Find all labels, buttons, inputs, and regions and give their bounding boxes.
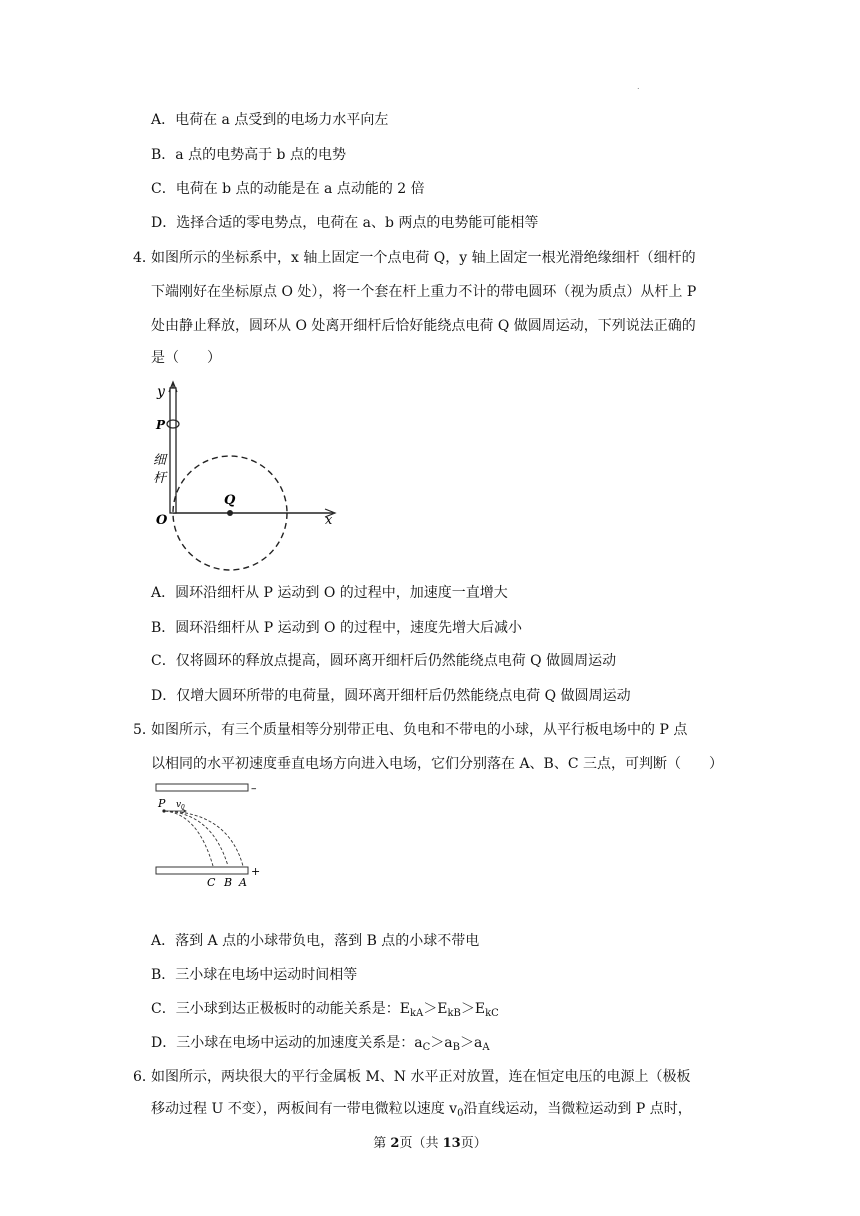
q4-label-y: y <box>157 384 165 400</box>
q3-option-a: A．电荷在 a 点受到的电场力水平向左 <box>151 112 389 128</box>
q6-stem-line-1: 如图所示，两块很大的平行金属板 M、N 水平正对放置，连在恒定电压的电源上（极板 <box>151 1069 691 1085</box>
q5-option-d-text: D．三小球在电场中运动的加速度关系是：a <box>151 1035 423 1051</box>
q4-stem-line-1: 如图所示的坐标系中，x 轴上固定一个点电荷 Q，y 轴上固定一根光滑绝缘细杆（细杆的 <box>151 250 696 266</box>
q5-option-c <box>151 999 499 1019</box>
q5-option-c-sub-3: kC <box>485 1008 499 1019</box>
page-footer <box>0 1132 860 1151</box>
q4-option-c: C．仅将圆环的释放点提高，圆环离开细杆后仍然能绕点电荷 Q 做圆周运动 <box>151 653 617 669</box>
q4-number: 4． <box>133 250 156 266</box>
q5-label-v-sub: 0 <box>181 804 185 811</box>
q4-rod <box>170 388 176 513</box>
q5-option-c-sub-2: kB <box>447 1008 461 1019</box>
q5-label-v: v <box>176 800 182 810</box>
q4-figure <box>145 378 345 573</box>
footer-page-number: 2 <box>390 1136 400 1151</box>
q4-label-rod-1: 细 <box>153 453 167 468</box>
q4-option-d: D．仅增大圆环所带的电荷量，圆环离开细杆后仍然能绕点电荷 Q 做圆周运动 <box>151 688 631 704</box>
q4-stem-line-4: 是（ ） <box>151 350 221 366</box>
q4-stem-line-2: 下端刚好在坐标原点 O 处），将一个套在杆上重力不计的带电圆环（视为质点）从杆上 P <box>151 284 697 300</box>
q5-option-d-sub-2: B <box>452 1042 460 1053</box>
q6-number: 6． <box>133 1069 156 1085</box>
q3-option-b: B．a 点的电势高于 b 点的电势 <box>151 147 346 163</box>
q6-stem-line-2-sub: 0 <box>457 1108 464 1119</box>
footer-total-pages: 13 <box>442 1136 461 1151</box>
q5-option-a: A．落到 A 点的小球带负电，落到 B 点的小球不带电 <box>151 933 480 949</box>
q4-stem-line-3: 处由静止释放，圆环从 O 处离开细杆后恰好能绕点电荷 Q 做圆周运动，下列说法正确的 <box>151 318 696 334</box>
footer-post: 页） <box>460 1136 487 1151</box>
q4-option-b: B．圆环沿细杆从 P 运动到 O 的过程中，速度先增大后减小 <box>151 620 522 636</box>
q5-label-c: C <box>207 876 216 889</box>
q6-stem-line-2-pre: 移动过程 U 不变），两板间有一带电微粒以速度 v <box>151 1101 458 1117</box>
q5-option-d-sub-1: C <box>422 1042 431 1053</box>
q3-option-c: C．电荷在 b 点的动能是在 a 点动能的 2 倍 <box>151 181 425 197</box>
q5-stem-line-1: 如图所示，有三个质量相等分别带正电、负电和不带电的小球，从平行板电场中的 P 点 <box>151 722 688 738</box>
q5-option-c-sub-1: kA <box>409 1008 424 1019</box>
q5-label-p: P <box>158 797 166 810</box>
q5-number: 5． <box>133 722 156 738</box>
q4-option-a: A．圆环沿细杆从 P 运动到 O 的过程中，加速度一直增大 <box>151 585 508 601</box>
q5-trajectory-a <box>165 811 243 866</box>
q5-label-minus: – <box>251 782 257 795</box>
q5-bottom-plate <box>156 867 248 874</box>
q4-charge-point <box>227 510 233 516</box>
q5-label-b: B <box>224 876 233 889</box>
footer-mid: 页（共 <box>399 1136 443 1151</box>
q5-option-d-gt-1: ＞a <box>430 1035 453 1051</box>
q6-stem-line-2 <box>151 1099 692 1119</box>
q4-label-x: x <box>325 513 333 528</box>
q6-stem-line-2-post: 沿直线运动，当微粒运动到 P 点时， <box>463 1101 692 1117</box>
q3-option-d: D．选择合适的零电势点，电荷在 a、b 两点的电势能可能相等 <box>151 215 539 231</box>
footer-pre: 第 <box>373 1136 391 1151</box>
q4-label-p: P <box>156 418 166 432</box>
q5-option-d <box>151 1033 490 1053</box>
q4-label-o: O <box>156 513 168 528</box>
q5-trajectory-b <box>165 811 228 866</box>
q5-option-c-text: C．三小球到达正极板时的动能关系是：E <box>151 1001 410 1017</box>
q5-option-b: B．三小球在电场中运动时间相等 <box>151 967 358 983</box>
q5-figure <box>150 780 270 890</box>
q5-option-d-gt-2: ＞a <box>459 1035 483 1051</box>
q5-label-a: A <box>239 876 247 889</box>
q5-option-d-sub-3: A <box>482 1042 490 1053</box>
q5-label-plus: + <box>251 865 261 878</box>
q5-option-c-gt-1: ＞E <box>423 1001 448 1017</box>
q5-stem-line-2: 以相同的水平初速度垂直电场方向进入电场，它们分别落在 A、B、C 三点，可判断（ ） <box>151 756 724 772</box>
q5-option-c-gt-2: ＞E <box>460 1001 486 1017</box>
stray-mark: . <box>637 82 640 91</box>
q4-label-rod-2: 杆 <box>153 471 167 486</box>
q4-label-q: Q <box>224 493 236 508</box>
q5-top-plate <box>156 784 248 791</box>
